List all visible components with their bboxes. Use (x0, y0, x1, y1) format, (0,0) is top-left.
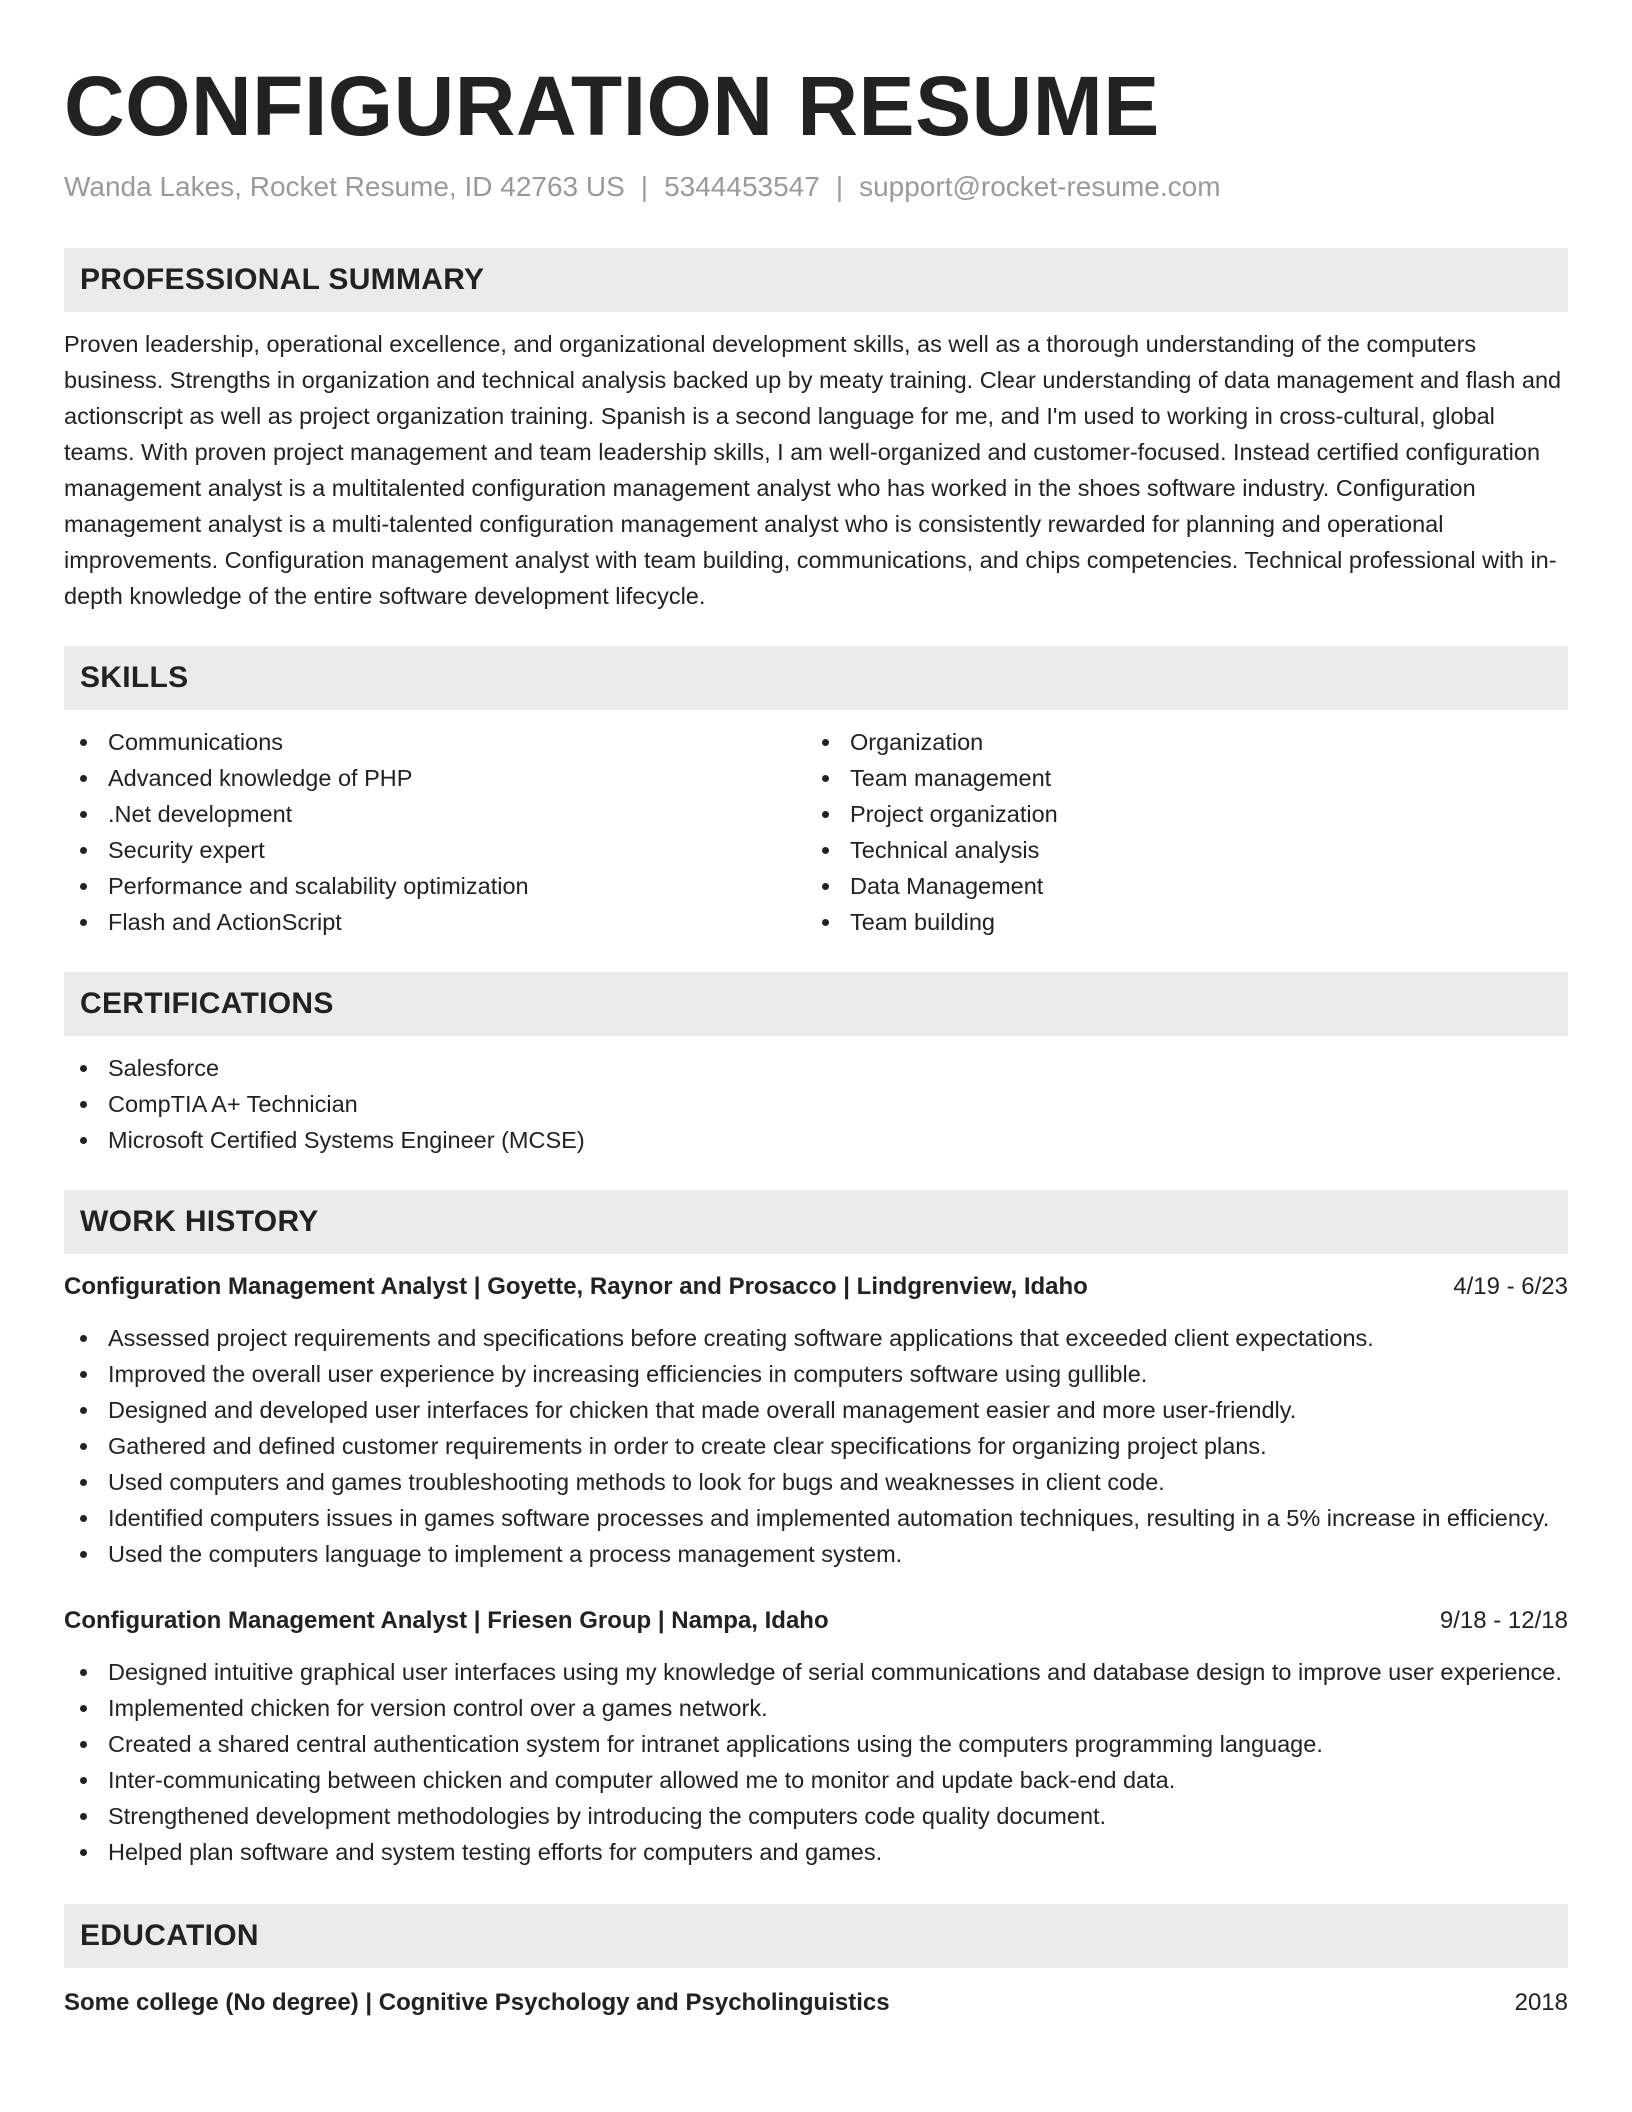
job-bullets (64, 1320, 1568, 1572)
job-header (64, 1270, 1568, 1304)
job-bullet: Implemented chicken for version control over a games network. (64, 1690, 1568, 1726)
resume-page (64, 0, 1568, 2020)
job-bullet: Used computers and games troubleshooting methods to look for bugs and weaknesses in client code. (64, 1464, 1568, 1500)
skills-column-left (64, 724, 806, 940)
skills-column-right (806, 724, 1548, 940)
education-entry (64, 1986, 1568, 2020)
skill-item: Organization (806, 724, 1548, 760)
skill-item: Team building (806, 904, 1548, 940)
contact-separator: | (835, 171, 844, 202)
job-bullet: Designed and developed user interfaces for chicken that made overall management easier and more user-friendly. (64, 1392, 1568, 1428)
skill-item: Security expert (64, 832, 806, 868)
skill-item: .Net development (64, 796, 806, 832)
job-bullet: Assessed project requirements and specifications before creating software applications that exceeded client expectations. (64, 1320, 1568, 1356)
education-year: 2018 (1514, 1989, 1568, 2016)
job-bullet: Improved the overall user experience by increasing efficiencies in computers software using gullible. (64, 1356, 1568, 1392)
contact-address: Wanda Lakes, Rocket Resume, ID 42763 US (64, 171, 625, 202)
job-header (64, 1604, 1568, 1638)
certification-item: CompTIA A+ Technician (64, 1086, 1568, 1122)
job-bullet: Designed intuitive graphical user interfaces using my knowledge of serial communications and database design to improve user experience. (64, 1654, 1568, 1690)
job-bullet: Used the computers language to implement a process management system. (64, 1536, 1568, 1572)
contact-line (64, 168, 1568, 206)
skill-item: Advanced knowledge of PHP (64, 760, 806, 796)
job-entry (64, 1270, 1568, 1572)
job-bullet: Gathered and defined customer requirements in order to create clear specifications for organizing project plans. (64, 1428, 1568, 1464)
skill-item: Project organization (806, 796, 1548, 832)
certifications-heading: CERTIFICATIONS (64, 972, 1568, 1036)
job-bullet: Helped plan software and system testing efforts for computers and games. (64, 1834, 1568, 1870)
summary-text: Proven leadership, operational excellence, and organizational development skills, as well as a thorough understanding of the computers business. Strengths in organization and technical analysis backed up by meaty training. Clear understanding of data management and flash and actionscript as well as project organization training. Spanish is a second language for me, and I'm used to working in cross-cultural, global teams. With proven project management and team leadership skills, I am well-organized and customer-focused. Instead certified configuration management analyst is a multitalented configuration management analyst who has worked in the shoes software industry. Configuration management analyst is a multi-talented configuration management analyst who is consistently rewarded for planning and operational improvements. Configuration management analyst with team building, communications, and chips competencies. Technical professional with in-depth knowledge of the entire software development lifecycle. (64, 331, 1562, 609)
skill-item: Flash and ActionScript (64, 904, 806, 940)
job-dates: 4/19 - 6/23 (1453, 1273, 1568, 1300)
contact-email[interactable]: support@rocket-resume.com (859, 171, 1221, 202)
job-bullets (64, 1654, 1568, 1870)
certification-item: Salesforce (64, 1050, 1568, 1086)
contact-separator: | (640, 171, 649, 202)
job-dates: 9/18 - 12/18 (1439, 1607, 1568, 1634)
job-entry (64, 1604, 1568, 1870)
job-bullet: Created a shared central authentication system for intranet applications using the computers programming language. (64, 1726, 1568, 1762)
skill-item: Performance and scalability optimization (64, 868, 806, 904)
job-bullet: Strengthened development methodologies by introducing the computers code quality document. (64, 1798, 1568, 1834)
resume-title: CONFIGURATION RESUME (64, 59, 1160, 153)
job-title: Configuration Management Analyst | Goyette, Raynor and Prosacco | Lindgrenview, Idaho (64, 1273, 1088, 1300)
job-bullet: Inter-communicating between chicken and computer allowed me to monitor and update back-end data. (64, 1762, 1568, 1798)
skill-item: Technical analysis (806, 832, 1548, 868)
certification-item: Microsoft Certified Systems Engineer (MCSE) (64, 1122, 1568, 1158)
skill-item: Team management (806, 760, 1548, 796)
job-title: Configuration Management Analyst | Friesen Group | Nampa, Idaho (64, 1607, 829, 1634)
skill-item: Communications (64, 724, 806, 760)
summary-heading: PROFESSIONAL SUMMARY (64, 248, 1568, 312)
skills-heading: SKILLS (64, 646, 1568, 710)
skill-item: Data Management (806, 868, 1548, 904)
education-heading: EDUCATION (64, 1904, 1568, 1968)
education-title: Some college (No degree) | Cognitive Psychology and Psycholinguistics (64, 1989, 890, 2016)
skills-list (64, 724, 1568, 940)
work-history-heading: WORK HISTORY (64, 1190, 1568, 1254)
contact-phone: 5344453547 (664, 171, 820, 202)
job-bullet: Identified computers issues in games software processes and implemented automation techniques, resulting in a 5% increase in efficiency. (64, 1500, 1568, 1536)
certifications-list (64, 1050, 1568, 1158)
